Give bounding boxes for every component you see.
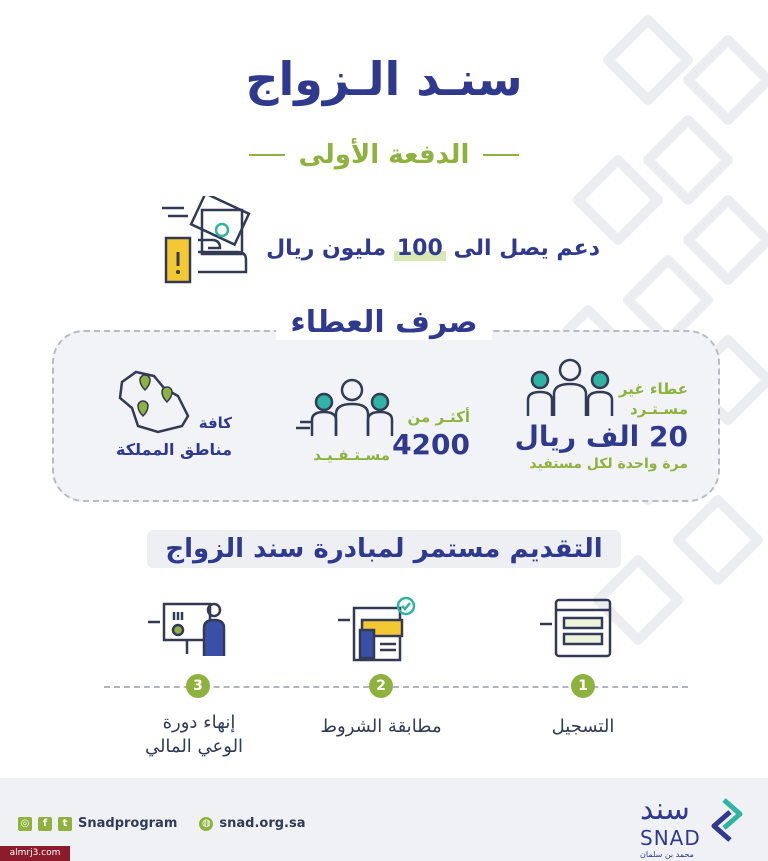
step-label-conditions: مطابقة الشروط — [320, 716, 442, 737]
beneficiaries-line1: أكثـر من — [407, 408, 470, 426]
facebook-icon[interactable]: f — [38, 817, 52, 831]
apply-heading — [0, 530, 768, 568]
subtitle-row — [0, 140, 768, 170]
grant-note: مرة واحدة لكل مستفيد — [529, 456, 688, 472]
logo-subtitle: محمد بن سلمان — [640, 850, 694, 859]
regions-line2: مناطق المملكة — [116, 440, 232, 459]
step-label-course-line2: الوعي المالي — [144, 736, 244, 757]
grant-line1: عطاء غير — [618, 380, 688, 398]
apply-title: التقديم مستمر لمبادرة سند الزواج — [147, 530, 620, 568]
grant-line2: مسـتـرد — [630, 400, 688, 418]
regions-line1: كافة — [198, 414, 232, 432]
section-heading — [0, 305, 768, 340]
hand-holding-money-icon — [158, 196, 252, 288]
website-link[interactable]: snad.org.sa — [219, 816, 306, 831]
grant-amount: 20 الف ريال — [514, 420, 688, 453]
beneficiaries-count: 4200 — [392, 428, 470, 461]
snad-logo-icon — [704, 796, 750, 844]
step-number-1: 1 — [571, 674, 595, 698]
beneficiaries-line2: مسـتـفـيـد — [313, 446, 390, 464]
page-title: سنـد الـزواج — [245, 52, 523, 106]
logo-english: SNAD — [640, 826, 701, 850]
support-amount: 100 — [394, 236, 446, 261]
document-check-icon — [336, 596, 420, 662]
support-post: مليون ريال — [266, 236, 387, 261]
support-pre: دعم يصل الى — [453, 236, 600, 261]
twitter-icon[interactable]: t — [58, 817, 72, 831]
step-label-course-line1: إنهاء دورة — [162, 712, 236, 733]
divider — [249, 154, 285, 156]
support-amount-text — [250, 236, 600, 261]
section-title: صرف العطاء — [276, 305, 491, 340]
instagram-icon[interactable]: ◎ — [18, 817, 32, 831]
step-label-register: التسجيل — [551, 716, 615, 737]
step-number-2: 2 — [369, 674, 393, 698]
subtitle: الدفعة الأولى — [298, 140, 470, 170]
watermark: almrj3.com — [0, 846, 70, 861]
browser-form-icon — [540, 596, 614, 660]
presentation-board-icon — [148, 596, 228, 662]
logo-arabic: سند — [640, 792, 690, 827]
step-number-3: 3 — [186, 674, 210, 698]
social-handle[interactable]: Snadprogram — [78, 816, 178, 831]
globe-icon[interactable]: ◍ — [199, 817, 213, 831]
social-links — [18, 816, 306, 831]
divider — [483, 154, 519, 156]
